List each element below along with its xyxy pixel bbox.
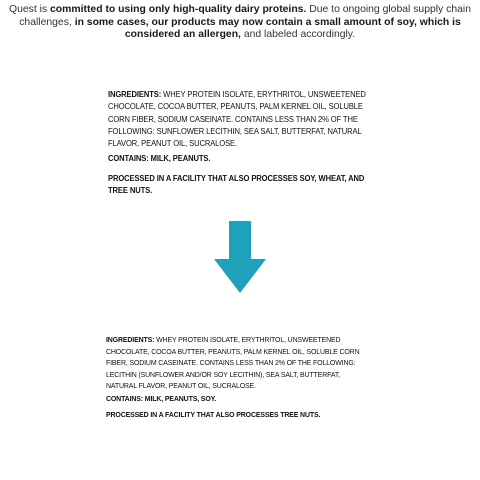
facility-statement: PROCESSED IN A FACILITY THAT ALSO PROCESSES TREE NUTS. [106,409,321,419]
notice-middle: Due to ongoing global supply chain challenges, [19,4,471,28]
contains-statement: CONTAINS: MILK, PEANUTS, SOY. [106,393,217,403]
ingredients-paragraph [108,89,367,150]
down-arrow-icon [214,221,266,293]
contains-statement: CONTAINS: MILK, PEANUTS. [108,154,211,164]
notice-suffix: and labeled accordingly. [240,29,356,41]
notice-bold-soy-warning: in some cases, our products may now contain a small amount of soy, which is considered an allergen, [74,16,461,41]
ingredients-text: WHEY PROTEIN ISOLATE, ERYTHRITOL, UNSWEETENED CHOCOLATE, COCOA BUTTER, PEANUTS, PALM KERNEL OIL, SOLUBLE CORN FIBER, SODIUM CASEINATE. CONTAINS LESS THAN 2% OF THE FOLLOWING: SUNFLOWER LECITHIN, SEA SALT, BUTTERFAT, NATURAL FLAVOR, PEANUT OIL, SUCRALOSE. [108,90,366,149]
ingredients-paragraph [106,334,370,392]
notice-prefix: Quest is [9,4,51,15]
ingredients-heading: INGREDIENTS: [106,335,155,344]
notice-bold-commitment: committed to using only high-quality dairy proteins. [50,4,307,15]
arrow-shape [214,221,266,293]
facility-statement: PROCESSED IN A FACILITY THAT ALSO PROCESSES SOY, WHEAT, AND TREE NUTS. [108,173,365,196]
ingredients-heading: INGREDIENTS: [108,90,162,99]
ingredients-text: WHEY PROTEIN ISOLATE, ERYTHRITOL, UNSWEETENED CHOCOLATE, COCOA BUTTER, PEANUTS, PALM KERNEL OIL, SOLUBLE CORN FIBER, SODIUM CASEINATE. CONTAINS LESS THAN 2% OF THE FOLLOWING: LECITHIN (SUNFLOWER AND/OR SOY LECITHIN), SEA SALT, BUTTERFAT, NATURAL FLAVOR, PEANUT OIL, SUCRALOSE. [106,335,360,391]
previous-ingredients-label [108,89,367,197]
allergen-notice [0,4,480,42]
updated-ingredients-label [106,334,370,420]
